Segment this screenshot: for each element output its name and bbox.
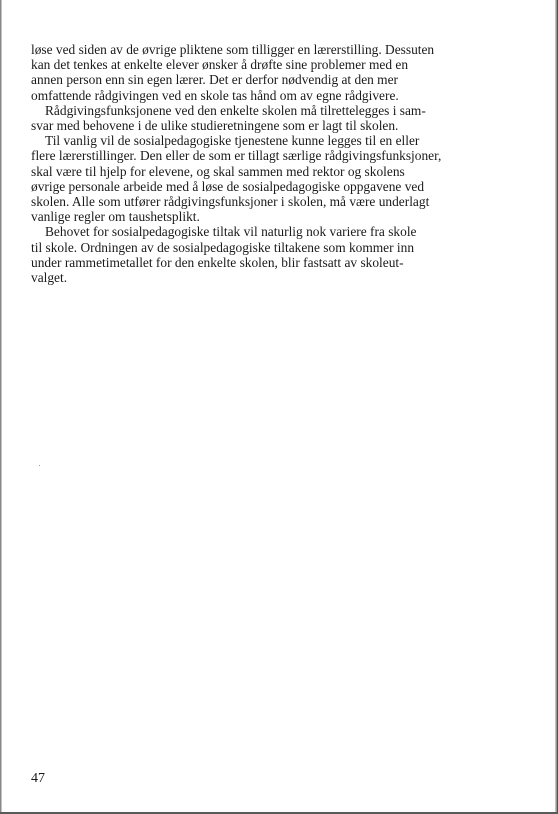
text-line: under rammetimetallet for den enkelte skolen, blir fastsatt av skoleut- <box>31 254 404 270</box>
page-number: 47 <box>31 771 45 786</box>
text-line: Behovet for sosialpedagogiske tiltak vil naturlig nok variere fra skole <box>45 224 417 240</box>
text-line: kan det tenkes at enkelte elever ønsker å drøfte sine problemer med en <box>31 57 409 73</box>
text-line: Til vanlig vil de sosialpedagogiske tjenestene kunne legges til en eller <box>45 133 420 149</box>
paragraph <box>31 224 451 285</box>
paragraph <box>31 133 451 224</box>
text-line: skal være til hjelp for elevene, og skal sammen med rektor og skolens <box>31 163 405 179</box>
text-line: til skole. Ordningen av de sosialpedagogiske tiltakene som kommer inn <box>31 239 415 255</box>
text-line: svar med behovene i de ulike studieretningene som er lagt til skolen. <box>31 118 399 134</box>
text-line: øvrige personale arbeide med å løse de sosialpedagogiske oppgavene ved <box>31 178 425 194</box>
text-line: løse ved siden av de øvrige pliktene som tilligger en lærerstilling. Dessuten <box>31 42 435 57</box>
body-text <box>31 42 451 285</box>
text-line: flere lærerstillinger. Den eller de som er tillagt særlige rådgivingsfunksjoner, <box>31 148 442 164</box>
page-edge-left <box>0 0 2 814</box>
text-line: vanlige regler om taushetsplikt. <box>31 209 200 225</box>
text-line: valget. <box>31 270 68 286</box>
scan-speck <box>39 465 40 466</box>
text-line: skolen. Alle som utfører rådgivingsfunksjoner i skolen, må være underlagt <box>31 194 430 210</box>
text-line: omfattende rådgivingen ved en skole tas hånd om av egne rådgivere. <box>31 87 399 103</box>
text-line: annen person enn sin egen lærer. Det er derfor nødvendig at den mer <box>31 72 398 88</box>
text-line: Rådgivingsfunksjonene ved den enkelte skolen må tilrettelegges i sam- <box>45 102 426 118</box>
paragraph <box>31 103 451 133</box>
paragraph <box>31 42 451 103</box>
